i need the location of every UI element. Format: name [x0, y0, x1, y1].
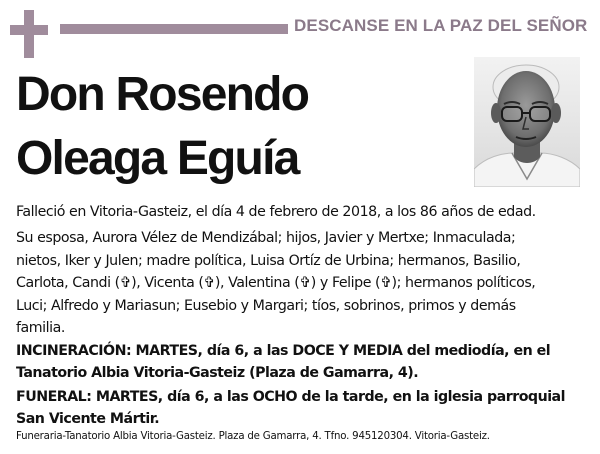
header-title: DESCANSE EN LA PAZ DEL SEÑOR: [294, 16, 588, 35]
cross-icon: [10, 10, 48, 58]
funeral-home-footer: Funeraria-Tanatorio Albia Vitoria-Gasteiz. Plaza de Gamarra, 4. Tfno. 945120304. Vitoria-Gasteiz.: [16, 431, 490, 442]
family-paragraph: [16, 227, 588, 340]
funeral-line: San Vicente Mártir.: [16, 411, 160, 427]
family-line: nietos, Iker y Julen; madre política, Luisa Ortíz de Urbina; hermanos, Basilio,: [16, 252, 521, 269]
cremation-notice: [16, 340, 588, 384]
family-line: Su esposa, Aurora Vélez de Mendizábal; hijos, Javier y Mertxe; Inmaculada;: [16, 230, 516, 246]
death-statement: Falleció en Vitoria-Gasteiz, el día 4 de febrero de 2018, a los 86 años de edad.: [16, 204, 536, 220]
portrait-photo-icon: [474, 57, 580, 187]
deceased-name-line2: Oleaga Eguía: [16, 132, 299, 185]
deceased-name-line1: Don Rosendo: [16, 68, 309, 121]
cremation-line: INCINERACIÓN: MARTES, día 6, a las DOCE Y MEDIA del mediodía, en el: [16, 343, 551, 359]
funeral-notice: [16, 386, 588, 430]
family-line: Luci; Alfredo y Mariasun; Eusebio y Margari; tíos, sobrinos, primos y demás: [16, 297, 516, 314]
funeral-line: FUNERAL: MARTES, día 6, a las OCHO de la tarde, en la iglesia parroquial: [16, 389, 565, 405]
family-line: familia.: [16, 320, 65, 336]
cross-horizontal-bar: [10, 25, 48, 35]
family-line: Carlota, Candi (✞), Vicenta (✞), Valentina (✞) y Felipe (✞); hermanos políticos,: [16, 275, 536, 291]
portrait-photo: [474, 57, 580, 187]
cremation-line: Tanatorio Albia Vitoria-Gasteiz (Plaza de Gamarra, 4).: [16, 365, 419, 381]
header-divider-bar: [60, 24, 288, 34]
